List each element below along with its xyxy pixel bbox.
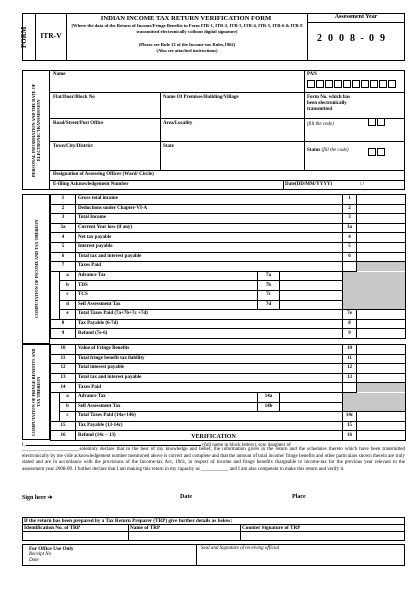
pan-box[interactable] [325, 80, 333, 88]
table-row [51, 354, 406, 364]
row-number: 2 [51, 204, 76, 214]
indent-cell [51, 392, 60, 402]
sign-here[interactable]: Sign here ➔ [22, 495, 53, 501]
row-number: 12 [51, 364, 76, 374]
also-see-note: (Also see attached instructions) [156, 48, 218, 53]
row-divider [50, 141, 405, 142]
total-paid-amount[interactable] [357, 310, 406, 320]
row-number: 10 [51, 345, 76, 355]
sub-row-ref: 7b [258, 281, 280, 291]
ack-number-field[interactable]: E-filing Acknowledgement Number [53, 182, 129, 187]
row-ref: 5 [343, 242, 357, 252]
pan-boxes[interactable] [307, 80, 403, 89]
assessment-year-value: 2 0 0 8 - 0 9 [317, 33, 385, 44]
indent-cell [51, 402, 60, 412]
row-label: Tax Payable (6-7d) [76, 319, 343, 329]
col-divider [196, 544, 197, 566]
sub-row-label: TCS [76, 290, 258, 300]
table-row [51, 319, 406, 329]
indent-cell [51, 300, 60, 310]
row-ref: 15 [343, 421, 357, 431]
table-row [51, 300, 406, 310]
form-no-box[interactable] [368, 118, 376, 126]
row-label: Total interest payable [76, 364, 343, 374]
row-divider [22, 531, 405, 532]
trp-id-field[interactable]: Identification No. of TRP [24, 525, 81, 531]
income-side-label: COMPUTATION OF INCOME AND TAX THEREON [22, 194, 50, 344]
sub-row-label: Advance Tax [76, 392, 258, 402]
trp-signature-field[interactable]: Counter Signature of TRP [242, 525, 301, 531]
table-row [51, 383, 406, 393]
trp-name-field[interactable]: Name of TRP [130, 525, 161, 531]
table-row [51, 204, 406, 214]
pan-box[interactable] [370, 80, 378, 88]
sub-row-letter: a [60, 392, 76, 402]
sub-row-letter: e [60, 310, 76, 320]
sub-row-letter: d [60, 300, 76, 310]
row-number: 14 [51, 383, 76, 393]
row-ref: 3a [343, 223, 357, 233]
row-label: Total tax and interest payable [76, 252, 343, 262]
row-ref [343, 262, 357, 272]
row-label: Current Year loss (if any) [76, 223, 343, 233]
row-amount[interactable] [357, 345, 406, 355]
verification-title: VERIFICATION [191, 434, 236, 440]
form-no-box[interactable] [377, 118, 385, 126]
premises-field[interactable]: Name Of Premises/Building/Village [163, 95, 239, 100]
row-amount[interactable] [357, 421, 406, 431]
row-ref: 9 [343, 329, 357, 339]
pan-box[interactable] [361, 80, 369, 88]
row-label: Deductions under Chapter-VI-A [76, 204, 343, 214]
sub-row-letter: c [60, 412, 76, 422]
sub-row-amount[interactable] [280, 290, 343, 300]
col-divider [283, 180, 284, 190]
row-number: 4 [51, 233, 76, 243]
row-ref [343, 383, 357, 393]
col-divider [304, 70, 305, 170]
row-ref: 10 [343, 345, 357, 355]
office-date-label: Date [29, 558, 39, 563]
total-paid-label: Total Taxes Paid (7a+7b+7c +7d) [76, 310, 343, 320]
table-row [51, 262, 406, 272]
row-amount[interactable] [357, 214, 406, 224]
table-row [51, 412, 406, 422]
shaded-cell [343, 300, 406, 310]
flat-field[interactable]: Flat/Door/Block No [53, 95, 95, 100]
total-paid-label: Total Taxes Paid (14a+14b) [76, 412, 343, 422]
row-amount[interactable] [357, 233, 406, 243]
table-row [51, 310, 406, 320]
seal-signature-label: Seal and Signature of receiving official [201, 546, 280, 551]
road-field[interactable]: Road/Street/Post Office [53, 121, 104, 126]
row-label: Gross total income [76, 195, 343, 205]
sub-row-letter: a [60, 271, 76, 281]
table-row [51, 271, 406, 281]
sub-row-label: Self Assessment Tax [76, 300, 258, 310]
status-box[interactable] [377, 148, 385, 156]
pan-box[interactable] [307, 80, 315, 88]
shaded-cell [343, 402, 406, 412]
row-amount[interactable] [357, 383, 406, 393]
fringe-table [50, 344, 406, 441]
table-row [51, 373, 406, 383]
row-divider [50, 170, 405, 171]
sub-row-ref: 14a [258, 392, 280, 402]
full-name-input[interactable] [26, 441, 201, 446]
rule-note: (Please see Rule 12 of the Income-tax Rules,1962) [138, 42, 236, 47]
pan-box[interactable] [388, 80, 396, 88]
pan-box[interactable] [343, 80, 351, 88]
date-label: Date [180, 494, 192, 500]
trp-heading: If the return has been prepared by a Tax Return Preparer (TRP) give further details as below: [24, 518, 233, 524]
date-field-label: Date(DD/MM/YYYY) [285, 182, 333, 187]
form-word: FORM [22, 13, 36, 61]
pan-box[interactable] [334, 80, 342, 88]
total-paid-amount[interactable] [357, 412, 406, 422]
indent-cell [51, 290, 60, 300]
row-number: 13 [51, 373, 76, 383]
divider [307, 22, 405, 23]
office-use-label: For Office Use Only [29, 546, 74, 552]
verification-line-1: I, (full name in block letters), son/ daughter of [22, 443, 291, 448]
status-box[interactable] [368, 148, 376, 156]
sub-row-ref: 7a [258, 271, 280, 281]
row-label: Total Income [76, 214, 343, 224]
sub-row-label: Advance Tax [76, 271, 258, 281]
status-label: Status (fill the code) [307, 148, 349, 153]
designation-field[interactable]: Designation of Assessing Officer (Ward/ Circle) [53, 172, 154, 177]
form-no-label: Form No. which has been electronically transmitted [307, 95, 351, 112]
row-label: Refund (14c – 13) [76, 431, 343, 441]
pan-field[interactable]: PAN [307, 72, 317, 77]
sub-row-letter: c [60, 290, 76, 300]
row-amount[interactable] [357, 364, 406, 374]
sub-row-amount[interactable] [280, 281, 343, 291]
shaded-cell [343, 290, 406, 300]
income-table [50, 194, 406, 339]
row-amount[interactable] [357, 319, 406, 329]
row-amount[interactable] [357, 242, 406, 252]
pan-box[interactable] [352, 80, 360, 88]
indent-cell [51, 412, 60, 422]
sub-row-label: TDS [76, 281, 258, 291]
row-ref: 12 [343, 364, 357, 374]
indent-cell [51, 310, 60, 320]
sub-row-ref: 14b [258, 402, 280, 412]
form-subtitle: [Where the data of the Return of Income/Fringe Benefits in Form ITR-1, ITR-2, ITR-3, ITR-4, ITR-5, ITR-6 & ITR-8 transmitted electronically without digital signature] [71, 23, 303, 34]
row-number: 6 [51, 252, 76, 262]
row-ref: 2 [343, 204, 357, 214]
row-amount[interactable] [357, 354, 406, 364]
form-no-boxes[interactable] [368, 118, 386, 128]
pan-box[interactable] [379, 80, 387, 88]
row-number: 8 [51, 319, 76, 329]
row-number: 3a [51, 223, 76, 233]
row-label: Net tax payable [76, 233, 343, 243]
sub-row-amount[interactable] [280, 392, 343, 402]
personal-info-side-label: PERSONAL INFORMATION AND THE DATE OF ELECTRONIC TRANSMISSION [22, 70, 50, 190]
table-row [51, 195, 406, 205]
row-label: Value of Fringe Benefits [76, 345, 343, 355]
table-row [51, 233, 406, 243]
row-number: 11 [51, 354, 76, 364]
sub-row-ref: 7d [258, 300, 280, 310]
table-row [51, 402, 406, 412]
row-number: 16 [51, 431, 76, 441]
receipt-no-label: Receipt No [29, 552, 52, 557]
table-row [51, 252, 406, 262]
row-number: 7 [51, 262, 76, 272]
sub-row-ref: 7c [258, 290, 280, 300]
table-row [51, 290, 406, 300]
indent-cell [51, 271, 60, 281]
table-row [51, 392, 406, 402]
verification-body: _______________________solemnly declare that to the best of my knowledge and belief, the information given in the return and the schedules thereto which have been transmitted electronically by me vide acknowledgement number mentioned above is correct and complete and that the amount of total income/ fringe benefits and other particulars shown therein are truly stated and are in accordance with the provisions of the Income-tax Act, 1961, in respect of income and fringe benefits chargeable to income-tax for the previous year relevant to the assessment year 2008-09. I further declare that I am making this return in my capacity as ___________ and I am also competent to make this return and verify it. [22, 447, 405, 472]
row-amount[interactable] [357, 195, 406, 205]
sub-row-amount[interactable] [280, 271, 343, 281]
row-amount[interactable] [357, 262, 406, 272]
row-number: 15 [51, 421, 76, 431]
row-amount[interactable] [357, 373, 406, 383]
table-row [51, 242, 406, 252]
row-label: Total tax and interest payable [76, 373, 343, 383]
row-number: 3 [51, 214, 76, 224]
row-ref: 16 [343, 431, 357, 441]
assessment-year-label: Assessment Year [334, 14, 378, 20]
row-label: Refund (7e-6) [76, 329, 343, 339]
table-row [51, 214, 406, 224]
pan-box[interactable] [316, 80, 324, 88]
row-label: Tax Payable (13-14c) [76, 421, 343, 431]
sub-row-letter: b [60, 281, 76, 291]
fringe-side-label: COMPUTATION OF FRINGE BENEFITS AND TAX THEREON [22, 344, 50, 440]
row-divider [50, 180, 405, 181]
date-field[interactable]: / / [360, 182, 365, 187]
table-row [51, 329, 406, 339]
row-ref: 11 [343, 354, 357, 364]
row-label: Taxes Paid [76, 262, 343, 272]
form-no-fill-code: (fill the code) [307, 122, 334, 127]
sub-row-amount[interactable] [280, 402, 343, 412]
table-row [51, 223, 406, 233]
col-divider [128, 524, 129, 541]
row-label: Taxes Paid [76, 383, 343, 393]
col-divider [240, 524, 241, 541]
row-amount[interactable] [357, 204, 406, 214]
place-label: Place [292, 494, 306, 500]
indent-cell [51, 281, 60, 291]
row-ref: 4 [343, 233, 357, 243]
row-amount[interactable] [357, 223, 406, 233]
table-row [51, 345, 406, 355]
table-row [51, 281, 406, 291]
row-divider [50, 92, 405, 93]
sub-row-label: Self Assessment Tax [76, 402, 258, 412]
row-ref: 6 [343, 252, 357, 262]
shaded-cell [343, 271, 406, 281]
row-ref: 1 [343, 195, 357, 205]
divider [307, 13, 308, 61]
total-paid-ref: 14c [343, 412, 357, 422]
form-title: INDIAN INCOME TAX RETURN VERIFICATION FORM [100, 15, 272, 22]
row-ref: 13 [343, 373, 357, 383]
name-field[interactable]: Name [53, 72, 66, 77]
row-label: Total fringe benefit tax liability [76, 354, 343, 364]
row-divider [50, 118, 405, 119]
table-row [51, 364, 406, 374]
row-number: 5 [51, 242, 76, 252]
row-amount[interactable] [357, 252, 406, 262]
status-boxes[interactable] [368, 148, 386, 158]
shaded-cell [343, 392, 406, 402]
total-paid-ref: 7e [343, 310, 357, 320]
town-field[interactable]: Town/City/District [53, 144, 93, 149]
area-field[interactable]: Area/Locality [163, 121, 193, 126]
col-divider [160, 92, 161, 170]
sub-row-amount[interactable] [280, 300, 343, 310]
row-ref: 3 [343, 214, 357, 224]
row-number: 9 [51, 329, 76, 339]
row-amount[interactable] [357, 329, 406, 339]
shaded-cell [343, 281, 406, 291]
row-number: 1 [51, 195, 76, 205]
row-ref: 8 [343, 319, 357, 329]
sub-row-letter: b [60, 402, 76, 412]
form-code: ITR-V [40, 31, 62, 40]
table-row [51, 421, 406, 431]
state-field[interactable]: State [163, 144, 174, 149]
row-label: Interest payable [76, 242, 343, 252]
